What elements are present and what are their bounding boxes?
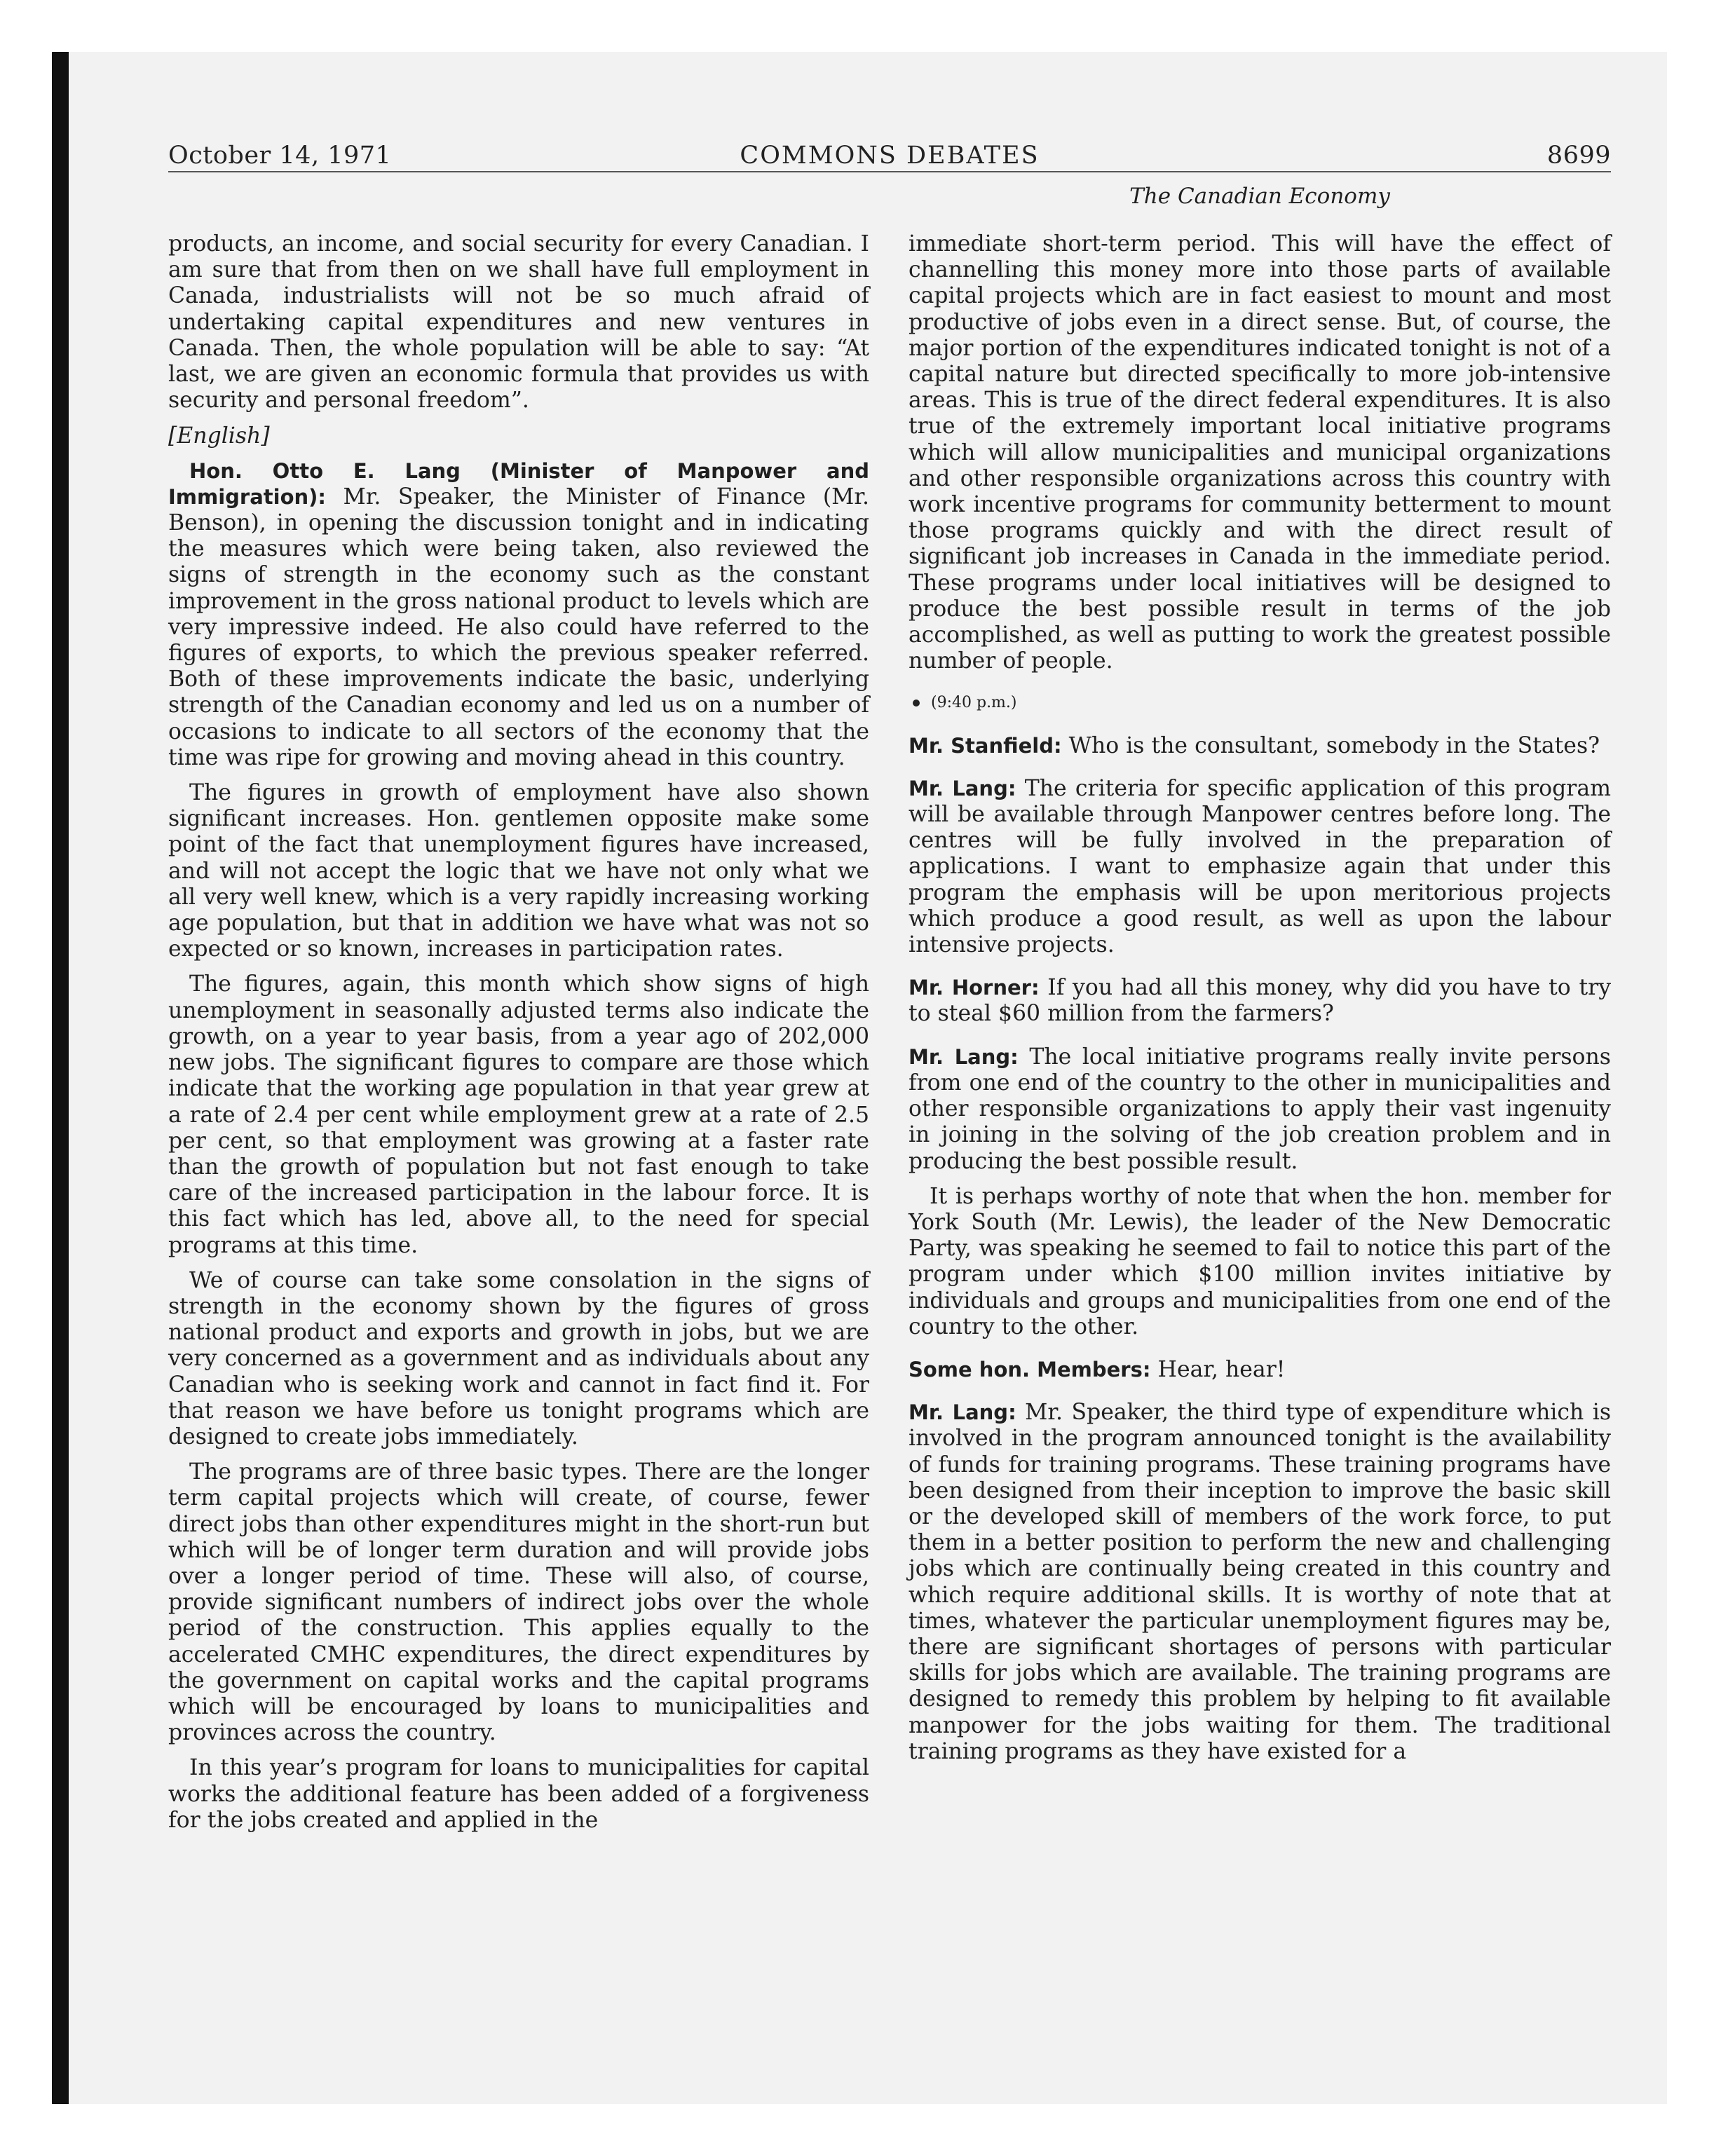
section-title: The Canadian Economy — [1129, 184, 1390, 209]
speech-paragraph — [909, 1400, 1611, 1765]
header-date: October 14, 1971 — [168, 142, 392, 170]
speech-paragraph — [168, 458, 869, 771]
speaker-name: Mr. Horner: — [909, 976, 1040, 1000]
paragraph: The figures in growth of employment have also shown significant increases. Hon. gentlemen opposite make some point of the fact that unemployment figures have increased, and will not accept the logic that we have not only what we all very well knew, which is a very rapidly increasing working age population, but that in addition we have what was not so expected or so known, increases in participation rates. — [168, 780, 869, 962]
speech-text: Who is the consultant, somebody in the States? — [1068, 732, 1600, 758]
speech-text: The local initiative programs really invite persons from one end of the country to the other in municipalities and other responsible organizations to apply their vast ingenuity in joining in the solving of the job creation problem and in producing the best possible result. — [909, 1044, 1611, 1174]
speaker-name: Mr. Lang: — [909, 1400, 1016, 1425]
header-publication: COMMONS DEBATES — [740, 142, 1040, 170]
speaker-name: Mr. Stanfield: — [909, 733, 1062, 758]
right-column — [909, 231, 1611, 1774]
speaker-name: Hon. Otto E. Lang (Minister of Manpower and Immigration): — [168, 458, 869, 509]
speaker-name: Mr. Lang: — [909, 776, 1016, 800]
speech-text: Mr. Speaker, the third type of expenditure which is involved in the program announced tonight is the availability of funds for training programs. These training programs have been designed from their inception to improve the basic skill or the developed skill of members of the work force, to put them in a better position to perform the new and challenging jobs which are continually being created in this country and which require additional skills. It is worthy of note that at times, whatever the particular unemployment figures may be, there are significant shortages of persons with particular skills for jobs which are available. The training programs are designed to remedy this problem by helping to fit available manpower for the jobs waiting for them. The traditional training programs as they have existed for a — [909, 1400, 1612, 1764]
speech-paragraph — [909, 1044, 1611, 1175]
time-marker-text: (9:40 p.m.) — [931, 694, 1017, 712]
paragraph: products, an income, and social security for every Canadian. I am sure that from then on we shall have full employment in Canada, industrialists will not be so much afraid of undertaking capital expenditures and new ventures in Canada. Then, the whole population will be able to say: “At last, we are given an economic formula that provides us with security and personal freedom”. — [168, 231, 869, 414]
left-column — [168, 231, 869, 1843]
language-marker: [English] — [168, 423, 270, 449]
speech-paragraph — [909, 733, 1611, 759]
speech-text: Hear, hear! — [1157, 1356, 1286, 1382]
paragraph: The figures, again, this month which show signs of high unemployment in seasonally adjusted terms also indicate the growth, on a year to year basis, from a year ago of 202,000 new jobs. The significant figures to compare are those which indicate that the working age population in that year grew at a rate of 2.4 per cent while employment grew at a rate of 2.5 per cent, so that employment was growing at a faster rate than the growth of population but not fast enough to take care of the increased participation in the labour force. It is this fact which has led, above all, to the need for special programs at this time. — [168, 971, 869, 1258]
speech-text: If you had all this money, why did you have to try to steal $60 million from the farmers? — [909, 975, 1611, 1027]
paragraph: In this year’s program for loans to municipalities for capital works the additional feature has been added of a forgiveness for the jobs created and applied in the — [168, 1755, 869, 1833]
speech-paragraph — [909, 1357, 1611, 1383]
bullet-icon — [913, 700, 920, 707]
paragraph: The programs are of three basic types. There are the longer term capital projects which will create, of course, fewer direct jobs than other expenditures might in the short-run but which will be of longer term duration and will provide jobs over a longer period of time. These will also, of course, provide significant numbers of indirect jobs over the whole period of the construction. This applies equally to the accelerated CMHC expenditures, the direct expenditures by the government on capital works and the capital programs which will be encouraged by loans to municipalities and provinces across the country. — [168, 1459, 869, 1746]
speech-paragraph — [909, 776, 1611, 958]
header-rule — [168, 171, 1611, 172]
paragraph: immediate short-term period. This will have the effect of channelling this money more into those parts of available capital projects which are in fact easiest to mount and most productive of jobs even in a direct sense. But, of course, the major portion of the expenditures indicated tonight is not of a capital nature but directed specifically to more job-intensive areas. This is true of the direct federal expenditures. It is also true of the extremely important local initiative programs which will allow municipalities and municipal organizations and other responsible organizations across this country with work incentive programs for community betterment to mount those programs quickly and with the direct result of significant job increases in Canada in the immediate period. These programs under local initiatives will be designed to produce the best possible result in terms of the job accomplished, as well as putting to work the greatest possible number of people. — [909, 231, 1611, 674]
paragraph: We of course can take some consolation in the signs of strength in the economy shown by the figures of gross national product and exports and growth in jobs, but we are very concerned as a government and as individuals about any Canadian who is seeking work and cannot in fact find it. For that reason we have before us tonight programs which are designed to create jobs immediately. — [168, 1267, 869, 1449]
speaker-name: Mr. Lang: — [909, 1044, 1019, 1069]
speech-text: The criteria for specific application of this program will be available through Manpower centres before long. The centres will be fully involved in the preparation of applications. I want to emphasize again that under this program the emphasis will be upon meritorious projects which produce a good result, as well as upon the labour intensive projects. — [909, 775, 1611, 958]
speech-text: Mr. Speaker, the Minister of Finance (Mr. Benson), in opening the discussion tonight and in indicating the measures which were being taken, also reviewed the signs of strength in the economy such as the constant improvement in the gross national product to levels which are very impressive indeed. He also could have referred to the figures of exports, to which the previous speaker referred. Both of these improvements indicate the basic, underlying strength of the Canadian economy and led us on a number of occasions to indicate to all sectors of the economy that the time was ripe for growing and moving ahead in this country. — [168, 484, 870, 770]
speech-paragraph — [909, 975, 1611, 1027]
header-page-number: 8699 — [1546, 142, 1611, 170]
speaker-name: Some hon. Members: — [909, 1357, 1151, 1381]
scan-border — [52, 52, 69, 2104]
paragraph: It is perhaps worthy of note that when the hon. member for York South (Mr. Lewis), the leader of the New Democratic Party, was speaking he seemed to fail to notice this part of the program under which $100 million invites initiative by individuals and groups and municipalities from one end of the country to the other. — [909, 1183, 1611, 1339]
running-header — [168, 142, 1611, 172]
time-marker — [909, 690, 1611, 716]
